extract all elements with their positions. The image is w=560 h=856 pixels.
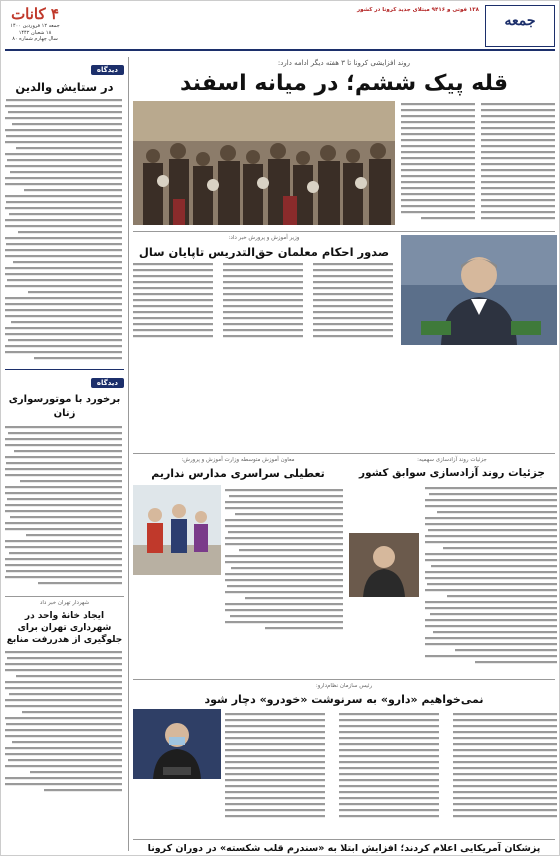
schools-kicker: معاون آموزش متوسطه وزارت آموزش و پرورش: <box>181 457 295 463</box>
cars-photo <box>133 709 221 779</box>
fuel-photo <box>349 533 419 597</box>
edu-minister-photo <box>401 235 557 345</box>
minister-portrait-image <box>401 235 557 345</box>
section-divider-3 <box>133 679 555 680</box>
cars-text-lines <box>225 711 557 835</box>
schools-article-text <box>225 487 343 647</box>
edu-headline: صدور احکام معلمان حق‌التدریس تاپایان سال <box>138 245 390 259</box>
opinion-text-3 <box>5 649 124 809</box>
schools-text-lines <box>225 487 343 647</box>
four-kanat-box <box>5 5 65 47</box>
text-lines-graphic-3 <box>5 649 124 809</box>
lead-text-lines <box>401 101 557 227</box>
section-divider-1 <box>133 231 555 232</box>
doctors-headline: پزشکان آمریکایی اعلام کردند؛ افزایش ابتلا به «سندرم قلب شکسته» در دوران کرونا <box>147 843 541 854</box>
children-image <box>133 485 221 575</box>
section-divider-4 <box>133 839 555 840</box>
text-lines-graphic-2 <box>5 424 124 594</box>
edu-article-text <box>133 261 395 345</box>
fuel-headline: جزئیات روند آزادسازی سوابق کشور <box>359 467 545 479</box>
cars-headline: نمی‌خواهیم «دارو» به سرنوشت «خودرو» دچار شود <box>204 693 484 706</box>
cars-article-text <box>225 711 557 835</box>
schools-headline: تعطیلی سراسری مدارس نداریم <box>151 467 325 480</box>
issue-date-line: جمعه ۱۲ فروردین ۱۴۰۰ <box>10 23 60 29</box>
issue-number-line: سال چهارم شماره ۸۰ <box>12 36 58 42</box>
crowd-image <box>133 101 395 225</box>
section-tag-2: دیدگاه <box>91 378 124 388</box>
schools-photo <box>133 485 221 575</box>
edu-text-lines <box>133 261 395 345</box>
text-lines-graphic <box>5 97 124 367</box>
opinion-text-1 <box>5 97 124 367</box>
logo-text: جمعه <box>504 13 536 29</box>
edu-kicker: وزیر آموزش و پرورش خبر داد: <box>228 235 300 241</box>
speaker-image <box>133 709 221 779</box>
opinion-headline-1: در ستایش والدین <box>15 80 114 94</box>
lead-article-text <box>401 101 557 227</box>
cars-kicker: رئیس سازمان نظام‌دارو: <box>315 683 373 689</box>
fuel-text-lines <box>425 485 557 675</box>
lead-kicker: روند افزایشی کرونا تا ۳ هفته دیگر ادامه دارد: <box>277 59 411 67</box>
four-kanat-title: ۴ کانات <box>11 5 59 23</box>
top-news-line: ۱۳۸ فوتی و ۹۴۱۶ مبتلای جدید کرونا در کشور <box>357 7 479 13</box>
section-tag: دیدگاه <box>91 65 124 75</box>
fuel-kicker: جزئیات روند آزادسازی سهمیه: <box>417 457 487 463</box>
opinion-headline-3: ایجاد خانهٔ واحد در شهرداری تهران برای جلوگیری از هدررفت منابع <box>6 611 123 645</box>
lead-headline: قله پیک ششم؛ در میانه اسفند <box>180 71 508 96</box>
issue-hijri-line: ۱۸ شعبان ۱۴۴۲ <box>18 29 52 36</box>
section-divider-2 <box>133 453 555 454</box>
top-news-strip <box>71 7 479 47</box>
opinion-kicker-3: شهردار تهران خبر داد <box>39 600 90 606</box>
newspaper-logo <box>485 5 555 47</box>
lead-photo-crowd <box>133 101 395 225</box>
main-content <box>133 57 555 854</box>
opinion-text-2 <box>5 424 124 594</box>
opinion-headline-2: برخورد با موتورسواری زنان <box>8 394 121 419</box>
fuel-article-text <box>425 485 557 675</box>
opinion-column <box>5 57 129 851</box>
masthead <box>5 5 555 51</box>
official-portrait-image <box>349 533 419 597</box>
